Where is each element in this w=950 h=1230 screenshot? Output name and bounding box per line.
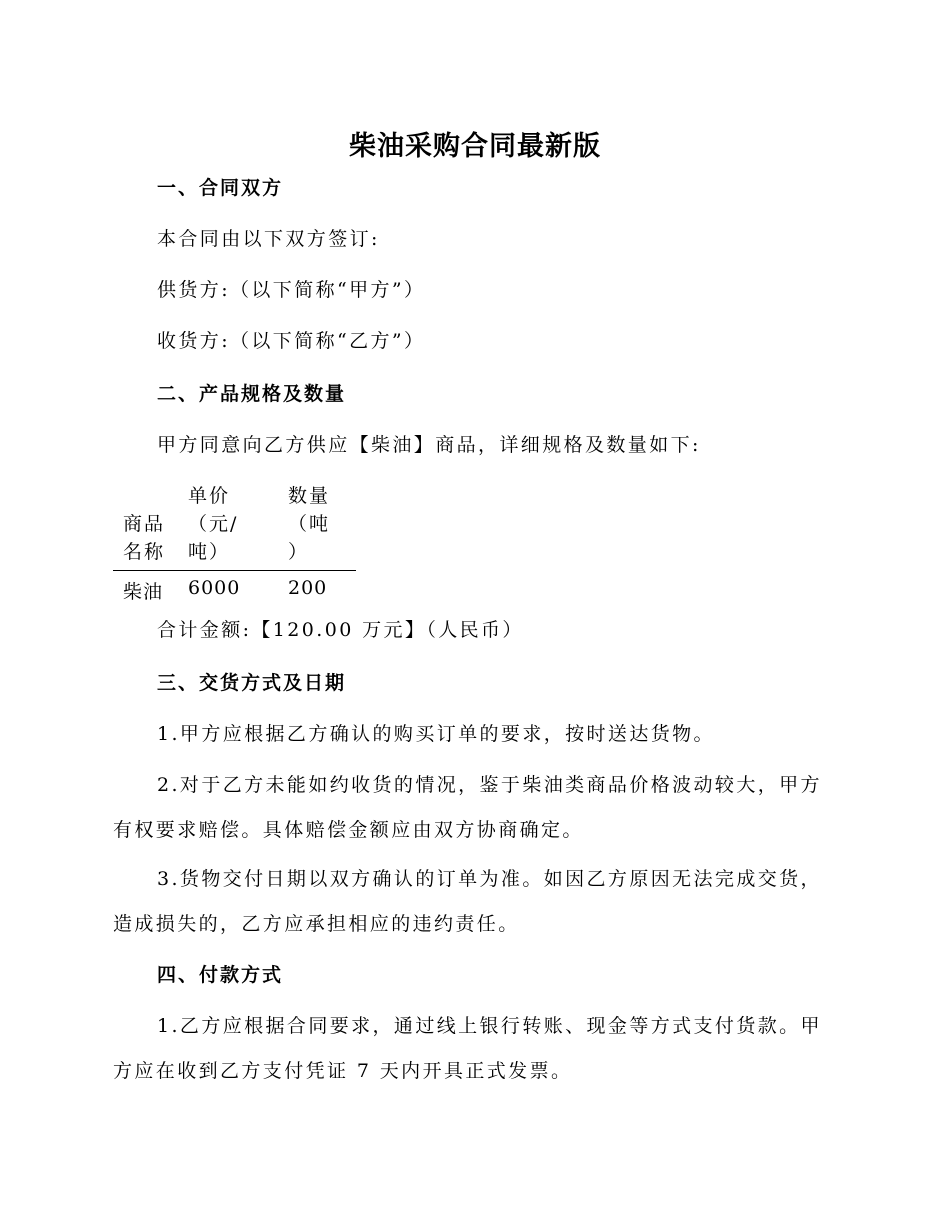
table-header-quantity: 数量 （吨 ） [288, 485, 331, 563]
section-heading-payment: 四、付款方式 [157, 964, 284, 986]
paragraph-signing: 本合同由以下双方签订: [157, 228, 380, 250]
section-heading-parties: 一、合同双方 [157, 177, 284, 199]
paragraph-specs-intro: 甲方同意向乙方供应【柴油】商品，详细规格及数量如下: [157, 434, 701, 456]
paragraph-total-amount: 合计金额:【120.00 万元】（人民币） [157, 619, 524, 641]
section-heading-delivery: 三、交货方式及日期 [157, 672, 347, 694]
paragraph-buyer: 收货方:（以下简称“乙方”） [157, 330, 426, 352]
document-title: 柴油采购合同最新版 [349, 131, 601, 162]
delivery-item-3-line1: 3.货物交付日期以双方确认的订单为准。如因乙方原因无法完成交货， [157, 868, 822, 890]
delivery-item-3-line2: 造成损失的，乙方应承担相应的违约责任。 [113, 913, 520, 935]
table-rule [113, 570, 356, 571]
paragraph-supplier: 供货方:（以下简称“甲方”） [157, 279, 426, 301]
table-cell-quantity: 200 [288, 577, 328, 599]
table-cell-product: 柴油 [123, 581, 164, 603]
section-heading-specs: 二、产品规格及数量 [157, 383, 347, 405]
table-header-product: 商品 名称 [123, 513, 166, 563]
delivery-item-2-line1: 2.对于乙方未能如约收货的情况，鉴于柴油类商品价格波动较大，甲方 [157, 774, 822, 796]
payment-item-1-line2: 方应在收到乙方支付凭证 7 天内开具正式发票。 [113, 1060, 573, 1082]
table-header-price: 单价 （元/ 吨） [188, 485, 239, 563]
table-cell-price: 6000 [188, 577, 241, 599]
payment-item-1-line1: 1.乙方应根据合同要求，通过线上银行转账、现金等方式支付货款。甲 [157, 1015, 822, 1037]
delivery-item-2-line2: 有权要求赔偿。具体赔偿金额应由双方协商确定。 [113, 819, 584, 841]
delivery-item-1: 1.甲方应根据乙方确认的购买订单的要求，按时送达货物。 [157, 723, 715, 745]
